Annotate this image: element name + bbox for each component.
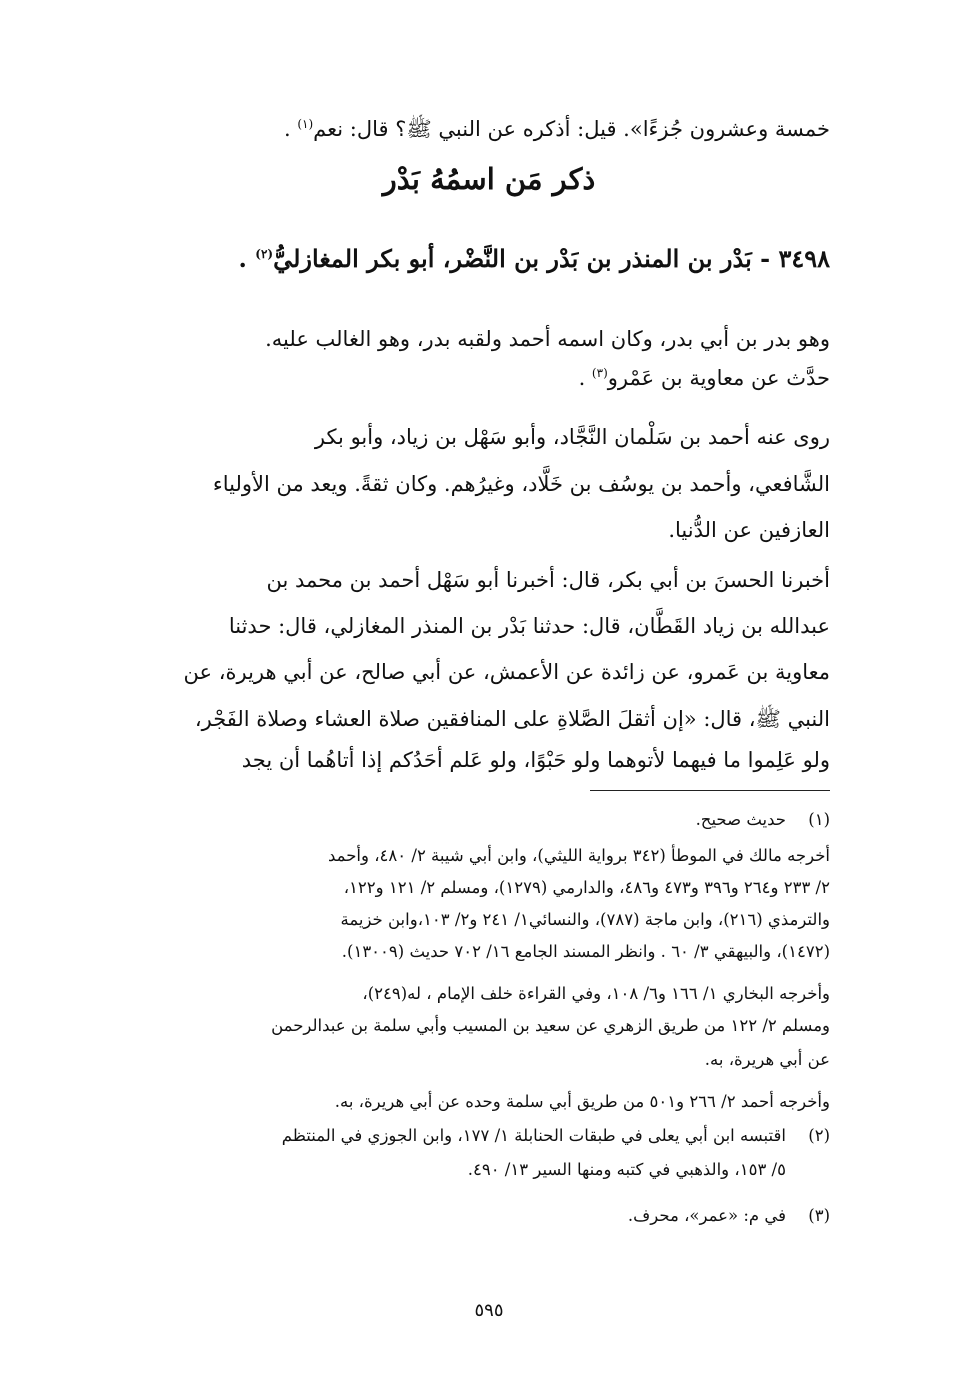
punctuation: . bbox=[238, 244, 256, 273]
paragraph-line: معاوية بن عَمرو، عن زائدة عن الأعمش، عن أبي صالح، عن أبي هريرة، عن bbox=[183, 660, 830, 684]
punctuation: . bbox=[283, 117, 298, 141]
footnote-line: ومسلم ٢/ ١٢٢ من طريق الزهري عن سعيد بن المسيب وأبي سلمة بن عبدالرحمن bbox=[271, 1016, 830, 1035]
footnote-number: (٢) bbox=[808, 1126, 830, 1145]
footnote-divider bbox=[590, 790, 830, 791]
paragraph-line: النبي ﷺ، قال: «إن أثقلَ الصَّلاةِ على المنافقين صلاة العشاء وصلاة الفَجْر، bbox=[194, 707, 830, 731]
paragraph-line: وهو بدر بن أبي بدر، وكان اسمه أحمد ولقبه بدر، وهو الغالب عليه. bbox=[265, 327, 830, 351]
footnote-line: وأخرجه أحمد ٢/ ٢٦٦ و٥٠١ من طريق أبي سلمة وحده عن أبي هريرة، به. bbox=[334, 1092, 830, 1111]
punctuation: . bbox=[578, 366, 592, 390]
continuation-text: خمسة وعشرون جُزءًا». قيل: أذكره عن النبي ﷺ؟ قال: نعم bbox=[313, 117, 830, 141]
footnote-number: (٣) bbox=[808, 1206, 830, 1225]
footnote-2 bbox=[282, 1126, 830, 1145]
footnote-ref-1: (١) bbox=[297, 117, 314, 131]
paragraph-line: روى عنه أحمد بن سَلْمان النَّجَّاد، وأبو سَهْل بن زياد، وأبو بكر bbox=[314, 425, 830, 449]
footnote-line: أخرجه مالك في الموطأ (٣٤٢ برواية الليثي)، وابن أبي شيبة ٢/ ٤٨٠، وأحمد bbox=[328, 846, 830, 865]
footnote-ref-2: (٢) bbox=[255, 247, 274, 261]
footnote-line: وأخرجه البخاري ١/ ١٦٦ و٦/ ١٠٨، وفي القراءة خلف الإمام ، له(٢٤٩)، bbox=[362, 984, 830, 1003]
continuation-line bbox=[284, 116, 830, 147]
footnote-line bbox=[468, 1160, 830, 1179]
paragraph-line: ولو عَلِموا ما فيهما لأتوهما ولو حَبْوًا، ولو عَلم أحَدُكم إذا أتاهُما أن يجد bbox=[241, 748, 830, 772]
page-number: ٥٩٥ bbox=[474, 1300, 504, 1321]
footnote-text: اقتبسه ابن أبي يعلى في طبقات الحنابلة ١/ ١٧٧، وابن الجوزي في المنتظم bbox=[281, 1126, 786, 1145]
footnote-text: في م: «عمر»، محرف. bbox=[627, 1206, 786, 1225]
footnote-line: ٢/ ٢٣٣ و٢٦٤ و٣٩٦ و٤٧٣ و٤٨٦، والدارمي (١٢٧٩)، ومسلم ٢/ ١٢١ و١٢٢، bbox=[343, 878, 830, 897]
paragraph-line bbox=[579, 366, 830, 390]
footnote-text: حديث صحيح. bbox=[695, 810, 786, 829]
paragraph-text: حدَّث عن معاوية بن عَمْرو bbox=[607, 366, 830, 390]
footnote-text: ٥/ ١٥٣، والذهبي في كتبه ومنها السير ١٣/ ٤٩٠. bbox=[467, 1160, 786, 1179]
entry-title-text: ٣٤٩٨ - بَدْر بن المنذر بن بَدْر بن النَّضْر، أبو بكر المغازليُّ bbox=[273, 244, 830, 273]
paragraph-line: أخبرنا الحسنَ بن أبي بكر، قال: أخبرنا أبو سَهْل أحمد بن محمد بن bbox=[266, 568, 830, 592]
footnote-line: والترمذي (٢١٦)، وابن ماجة (٧٨٧)، والنسائي١/ ٢٤١ و٢/ ١٠٣،وابن خزيمة bbox=[340, 910, 830, 929]
paragraph-line: الشَّافعي، وأحمد بن يوسُف بن خَلَّاد، وغيرُهم. وكان ثقةً. ويعد من الأولياء bbox=[212, 472, 830, 496]
footnote-number: (١) bbox=[808, 810, 830, 829]
biography-entry-title bbox=[239, 244, 830, 273]
paragraph-line: عبدالله بن زياد القَطَّان، قال: حدثنا بَدْر بن المنذر المغازلي، قال: حدثنا bbox=[228, 614, 830, 638]
section-heading: ذكر مَن اسمُهُ بَدْر bbox=[382, 162, 596, 196]
footnote-3 bbox=[628, 1206, 830, 1225]
footnote-1 bbox=[696, 810, 830, 829]
footnote-line: (١٤٧٢)، والبيهقي ٣/ ٦٠ . وانظر المسند الجامع ١٦/ ٧٠٢ حديث (١٣٠٠٩). bbox=[341, 942, 830, 961]
paragraph-line: العازفين عن الدُّنيا. bbox=[668, 518, 830, 542]
footnote-line: عن أبي هريرة، به. bbox=[704, 1050, 830, 1069]
footnote-ref-3: (٣) bbox=[591, 366, 608, 380]
